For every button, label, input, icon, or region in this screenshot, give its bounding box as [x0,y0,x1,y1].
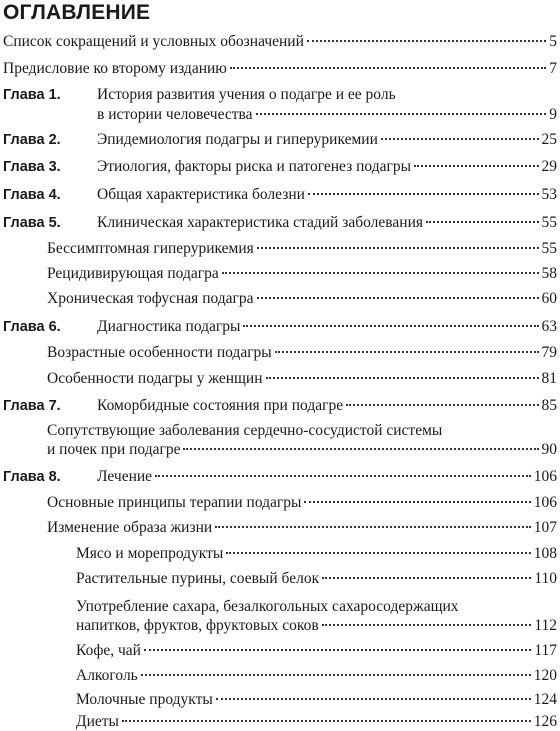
toc-page-number: 53 [541,186,557,203]
toc-entry-title: Изменение образа жизни [47,519,213,536]
toc-entry-title: Диагностика подагры [97,318,241,335]
chapter-label: Глава 8. [3,469,61,485]
chapter-label: Глава 6. [3,319,61,335]
leader-dots [304,501,530,503]
leader-dots [308,193,539,195]
toc-page-number: 106 [533,494,557,511]
toc-entry-title: Особенности подагры у женщин [47,370,263,387]
toc-entry-title: Рецидивирующая подагра [47,265,219,282]
toc-entry-title: Алкоголь [76,667,138,684]
leader-dots [257,247,539,249]
toc-entry-title: Кофе, чай [76,642,141,659]
leader-dots [230,67,546,69]
toc-entry-title: Диеты [76,713,119,730]
toc-entry[interactable] [0,157,557,177]
chapter-label: Глава 3. [3,159,61,175]
toc-page-number: 58 [541,265,557,282]
toc-entry-title: напитков, фруктов, фруктовых соков [76,617,319,634]
toc-entry-title: Основные принципы терапии подагры [47,494,302,511]
toc-entry[interactable] [0,289,557,308]
toc-entry-title: Предисловие ко второму изданию [3,60,227,77]
toc-page-number: 90 [541,441,557,458]
toc-entry-title: Лечение [97,468,153,485]
toc-entry-title: Клиническая характеристика стадий заболевания [97,214,423,231]
toc-entry-title: в истории человечества [97,106,253,123]
toc-page-number: 9 [549,106,557,123]
toc-entry[interactable] [0,641,557,660]
toc-entry[interactable] [0,493,557,512]
toc-entry-title: Коморбидные состояния при подагре [97,397,344,414]
toc-page-number: 108 [533,545,557,562]
toc-entry[interactable] [0,369,557,388]
toc-entry-title: Эпидемиология подагры и гиперурикемии [97,131,378,148]
toc-page-number: 112 [534,617,557,634]
chapter-label: Глава 4. [3,187,61,203]
toc-page-number: 25 [541,131,557,148]
leader-dots [141,674,531,676]
leader-dots [144,649,531,651]
toc-page-number: 85 [541,397,557,414]
toc-entry[interactable] [0,690,557,709]
toc-entry-title-line: Употребление сахара, безалкогольных сахаросодержащих [76,598,459,615]
toc-page-number: 106 [533,468,557,485]
leader-dots [275,351,539,353]
leader-dots [322,577,531,579]
toc-entry-title: Растительные пурины, соевый белок [76,570,320,587]
toc-entry[interactable] [0,569,557,588]
chapter-label: Глава 5. [3,215,61,231]
toc-entry[interactable] [0,85,557,124]
toc-page-number: 55 [541,240,557,257]
toc-entry[interactable] [0,59,557,78]
toc-page-number: 120 [533,667,557,684]
toc-entry-title: Мясо и морепродукты [76,545,224,562]
toc-page-number: 124 [533,691,557,708]
toc-entry-title: и почек при подагре [47,441,181,458]
leader-dots [216,698,531,700]
toc-entry-title-line: История развития учения о подагре и ее роль [97,86,396,103]
toc-entry[interactable] [0,130,557,150]
leader-dots [381,138,539,140]
leader-dots [155,475,531,477]
toc-entry[interactable] [0,32,557,51]
toc-entry[interactable] [0,185,557,205]
toc-entry-title: Список сокращений и условных обозначений [3,33,304,50]
leader-dots [215,526,531,528]
leader-dots [257,297,539,299]
toc-page-number: 117 [534,642,557,659]
toc-page-number: 81 [541,370,557,387]
leader-dots [183,448,538,450]
chapter-label: Глава 1. [3,87,61,103]
leader-dots [346,404,538,406]
toc-page-number: 55 [541,214,557,231]
toc-entry[interactable] [0,343,557,362]
leader-dots [122,720,531,722]
toc-entry-title: Хроническая тофусная подагра [47,290,254,307]
leader-dots [307,40,546,42]
toc-entry-title: Бессимптомная гиперурикемия [47,240,254,257]
toc-entry-title: Общая характеристика болезни [97,186,305,203]
toc-entry[interactable] [0,264,557,283]
leader-dots [222,272,539,274]
toc-entry[interactable] [0,666,557,685]
toc-entry[interactable] [0,239,557,258]
toc-page-number: 63 [541,318,557,335]
toc-page-number: 60 [541,290,557,307]
toc-page-number: 29 [541,158,557,175]
leader-dots [243,325,538,327]
toc-entry-title: Молочные продукты [76,691,213,708]
page-title: ОГЛАВЛЕНИЕ [3,1,151,24]
toc-entry-title-line: Сопутствующие заболевания сердечно-сосудистой системы [47,422,443,439]
toc-entry[interactable] [0,518,557,537]
leader-dots [426,221,539,223]
leader-dots [256,113,547,115]
toc-entry[interactable] [0,467,557,487]
leader-dots [414,165,539,167]
leader-dots [226,552,530,554]
leader-dots [322,624,532,626]
toc-entry[interactable] [0,396,557,416]
toc-entry-title: Этиология, факторы риска и патогенез подагры [97,158,411,175]
chapter-label: Глава 2. [3,132,61,148]
toc-entry[interactable] [0,317,557,337]
toc-entry[interactable] [0,597,557,635]
toc-page-number: 79 [541,344,557,361]
toc-page-number: 107 [533,519,557,536]
leader-dots [266,377,539,379]
toc-entry[interactable] [0,421,557,459]
toc-page-number: 5 [549,33,557,50]
toc-entry[interactable] [0,544,557,563]
toc-page-number: 126 [533,713,557,730]
toc-entry-title: Возрастные особенности подагры [47,344,272,361]
toc-entry[interactable] [0,213,557,233]
toc-page-number: 110 [534,570,557,587]
toc-entry[interactable] [0,712,557,731]
chapter-label: Глава 7. [3,398,61,414]
toc-page-number: 7 [549,60,557,77]
